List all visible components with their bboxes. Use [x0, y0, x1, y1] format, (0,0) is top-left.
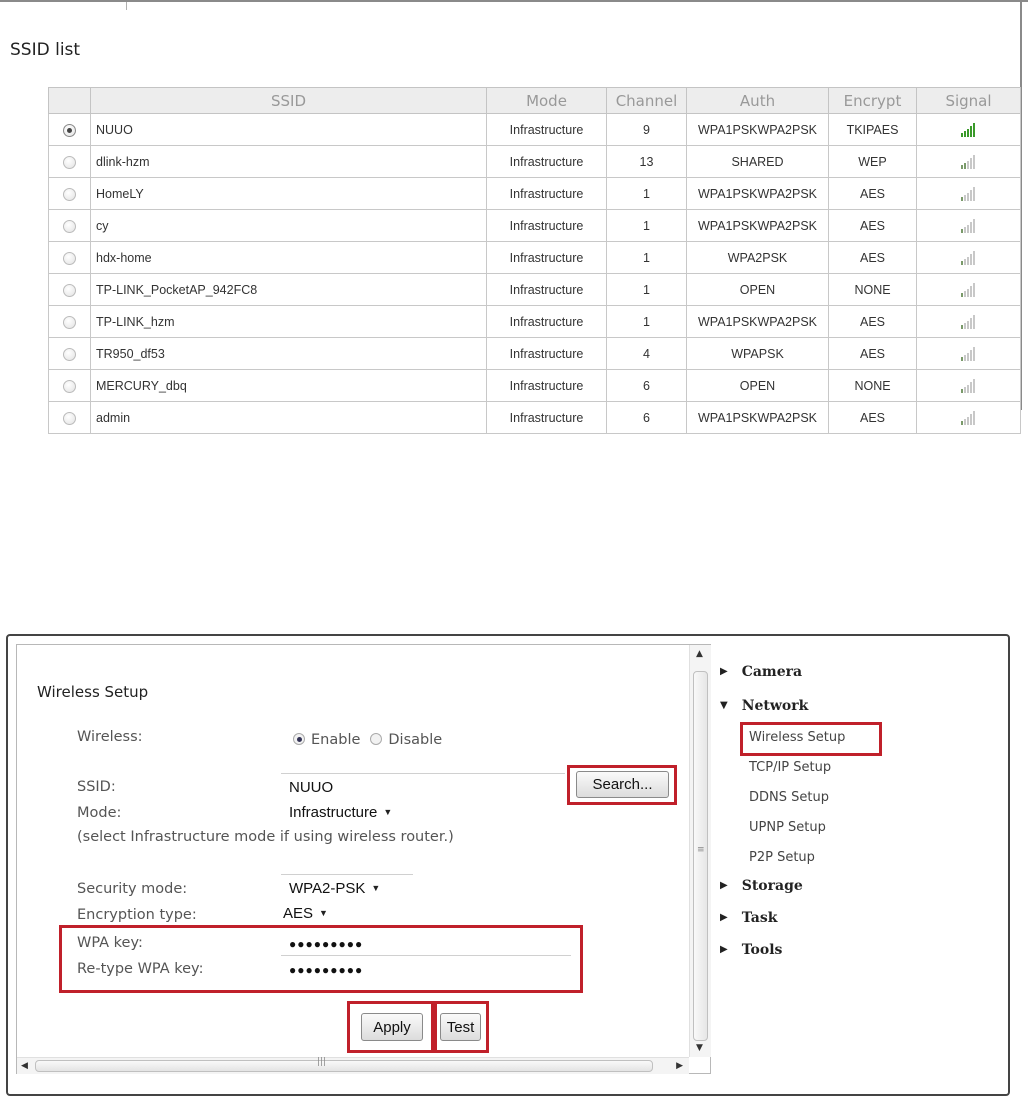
search-button[interactable]: Search... [576, 771, 669, 798]
mode-select[interactable] [289, 804, 392, 821]
signal-bar [970, 222, 972, 233]
table-row[interactable] [49, 210, 1021, 242]
signal-bar [970, 286, 972, 297]
ssid-radio[interactable] [63, 284, 76, 297]
signal-bar [967, 353, 969, 361]
signal-bar [964, 355, 966, 361]
ssid-table [48, 87, 1021, 434]
signal-bar [967, 257, 969, 265]
signal-bar [964, 323, 966, 329]
mode-cell: Infrastructure [487, 210, 607, 242]
nav-group-label: Storage [741, 878, 803, 894]
enable-radio[interactable] [293, 733, 305, 745]
grip-icon: ≡ [697, 845, 705, 855]
column-header-auth[interactable]: Auth [687, 88, 829, 114]
signal-cell [917, 146, 1021, 178]
encryption-type-value: AES [283, 905, 314, 922]
signal-bar [967, 289, 969, 297]
signal-strength-icon [961, 251, 976, 265]
table-row[interactable] [49, 402, 1021, 434]
select-cell [49, 306, 91, 338]
nav-group-label: Tools [741, 942, 783, 958]
signal-bar [973, 283, 975, 297]
mode-cell: Infrastructure [487, 146, 607, 178]
security-mode-label: Security mode: [77, 881, 188, 897]
signal-strength-icon [961, 155, 976, 169]
chevron-down-icon: ▼ [371, 883, 381, 893]
encrypt-cell: AES [829, 338, 917, 370]
ssid-radio[interactable] [63, 380, 76, 393]
encrypt-cell: AES [829, 210, 917, 242]
signal-bar [967, 385, 969, 393]
mode-cell: Infrastructure [487, 114, 607, 146]
signal-bar [970, 318, 972, 329]
signal-bar [964, 387, 966, 393]
triangle-right-icon: ▶ [720, 666, 728, 677]
wpa-key-input[interactable]: ●●●●●●●●● [289, 937, 364, 951]
signal-bar [967, 161, 969, 169]
signal-bar [964, 419, 966, 425]
ssid-radio[interactable] [63, 252, 76, 265]
disable-label[interactable]: Disable [388, 732, 443, 748]
ssid-label: SSID: [77, 779, 116, 795]
mode-label: Mode: [77, 805, 122, 821]
ssid-list-title: SSID list [10, 40, 81, 60]
mode-hint: (select Infrastructure mode if using wireless router.) [77, 829, 454, 845]
table-row[interactable] [49, 114, 1021, 146]
encrypt-cell: WEP [829, 146, 917, 178]
mode-cell: Infrastructure [487, 338, 607, 370]
test-button[interactable]: Test [440, 1013, 481, 1041]
triangle-right-icon: ▶ [720, 944, 728, 955]
auth-cell: WPA1PSKWPA2PSK [687, 402, 829, 434]
wireless-setup-window [6, 634, 1010, 1096]
select-cell [49, 146, 91, 178]
signal-bar [961, 421, 963, 425]
signal-bar [967, 193, 969, 201]
select-cell [49, 338, 91, 370]
signal-bar [967, 225, 969, 233]
ssid-cell: NUUO [91, 114, 487, 146]
signal-bar [970, 158, 972, 169]
scroll-left-icon[interactable]: ◀ [21, 1061, 28, 1071]
nav-item-upnp-setup[interactable]: UPNP Setup [749, 820, 826, 835]
ssid-radio[interactable] [63, 156, 76, 169]
scroll-down-icon[interactable]: ▼ [696, 1043, 703, 1053]
signal-bar [961, 133, 963, 137]
channel-cell: 13 [607, 146, 687, 178]
column-header-signal[interactable]: Signal [917, 88, 1021, 114]
auth-cell: WPA2PSK [687, 242, 829, 274]
select-cell [49, 210, 91, 242]
ssid-radio[interactable] [63, 188, 76, 201]
table-row[interactable] [49, 178, 1021, 210]
table-row[interactable] [49, 370, 1021, 402]
signal-strength-icon [961, 315, 976, 329]
nav-group-label: Task [741, 910, 778, 926]
column-header-select [49, 88, 91, 114]
signal-bar [970, 254, 972, 265]
encrypt-cell: NONE [829, 274, 917, 306]
ssid-radio[interactable] [63, 316, 76, 329]
chevron-down-icon: ▼ [383, 807, 393, 817]
triangle-right-icon: ▶ [720, 912, 728, 923]
horizontal-scrollbar[interactable] [17, 1057, 689, 1074]
signal-cell [917, 210, 1021, 242]
select-cell [49, 178, 91, 210]
field-divider [281, 955, 571, 956]
signal-strength-icon [961, 379, 976, 393]
security-mode-value: WPA2-PSK [289, 880, 366, 897]
signal-bar [973, 411, 975, 425]
signal-bar [964, 131, 966, 137]
encrypt-cell: AES [829, 242, 917, 274]
select-cell [49, 242, 91, 274]
table-row[interactable] [49, 146, 1021, 178]
auth-cell: WPA1PSKWPA2PSK [687, 210, 829, 242]
nav-group-network[interactable] [720, 698, 808, 714]
field-divider [281, 874, 413, 875]
ssid-cell: TP-LINK_PocketAP_942FC8 [91, 274, 487, 306]
channel-cell: 1 [607, 242, 687, 274]
table-row[interactable] [49, 274, 1021, 306]
ssid-cell: cy [91, 210, 487, 242]
signal-bar [964, 195, 966, 201]
security-mode-select[interactable] [289, 880, 380, 897]
ssid-radio[interactable] [63, 124, 76, 137]
channel-cell: 6 [607, 402, 687, 434]
mode-cell: Infrastructure [487, 242, 607, 274]
ssid-cell: hdx-home [91, 242, 487, 274]
signal-strength-icon [961, 219, 976, 233]
channel-cell: 1 [607, 274, 687, 306]
nav-group-label: Network [741, 698, 809, 714]
wpa-key-label: WPA key: [77, 935, 143, 951]
vertical-scrollbar[interactable] [689, 645, 711, 1057]
auth-cell: OPEN [687, 370, 829, 402]
chevron-down-icon: ▼ [319, 908, 328, 918]
encryption-type-select[interactable] [283, 905, 328, 922]
auth-cell: OPEN [687, 274, 829, 306]
signal-cell [917, 338, 1021, 370]
signal-strength-icon [961, 123, 976, 137]
wireless-label: Wireless: [77, 729, 143, 745]
table-header-row [49, 88, 1021, 114]
nav-item-ddns-setup[interactable]: DDNS Setup [749, 790, 829, 805]
auth-cell: WPA1PSKWPA2PSK [687, 178, 829, 210]
signal-bar [970, 126, 972, 137]
signal-bar [964, 227, 966, 233]
signal-cell [917, 242, 1021, 274]
ssid-cell: dlink-hzm [91, 146, 487, 178]
page-title: Wireless Setup [37, 683, 149, 701]
signal-strength-icon [961, 347, 976, 361]
mode-cell: Infrastructure [487, 274, 607, 306]
auth-cell: WPAPSK [687, 338, 829, 370]
column-header-channel[interactable]: Channel [607, 88, 687, 114]
ssid-table-body [49, 114, 1021, 434]
signal-bar [973, 315, 975, 329]
encrypt-cell: NONE [829, 370, 917, 402]
wireless-radio-group [293, 729, 452, 748]
apply-button[interactable]: Apply [361, 1013, 423, 1041]
signal-bar [973, 347, 975, 361]
auth-cell: SHARED [687, 146, 829, 178]
mode-cell: Infrastructure [487, 370, 607, 402]
signal-bar [970, 382, 972, 393]
encrypt-cell: AES [829, 306, 917, 338]
signal-bar [961, 229, 963, 233]
retype-wpa-key-input[interactable]: ●●●●●●●●● [289, 963, 364, 977]
mode-cell: Infrastructure [487, 402, 607, 434]
channel-cell: 1 [607, 178, 687, 210]
signal-cell [917, 402, 1021, 434]
select-cell [49, 402, 91, 434]
triangle-down-icon: ▼ [720, 700, 728, 711]
select-cell [49, 274, 91, 306]
signal-bar [961, 197, 963, 201]
auth-cell: WPA1PSKWPA2PSK [687, 306, 829, 338]
signal-bar [964, 291, 966, 297]
nav-item-wireless-setup[interactable]: Wireless Setup [749, 730, 846, 745]
encrypt-cell: TKIPAES [829, 114, 917, 146]
ssid-cell: HomeLY [91, 178, 487, 210]
disable-radio[interactable] [370, 733, 382, 745]
signal-bar [973, 379, 975, 393]
signal-strength-icon [961, 187, 976, 201]
vertical-scroll-thumb[interactable] [693, 671, 708, 1041]
ssid-input[interactable]: NUUO [289, 779, 334, 796]
horizontal-scroll-thumb[interactable] [35, 1060, 653, 1072]
channel-cell: 9 [607, 114, 687, 146]
ssid-cell: TR950_df53 [91, 338, 487, 370]
signal-bar [964, 163, 966, 169]
column-header-ssid[interactable]: SSID [91, 88, 487, 114]
signal-bar [973, 187, 975, 201]
nav-group-storage[interactable] [720, 878, 803, 894]
table-row[interactable] [49, 306, 1021, 338]
channel-cell: 6 [607, 370, 687, 402]
column-header-mode[interactable]: Mode [487, 88, 607, 114]
signal-cell [917, 114, 1021, 146]
signal-bar [970, 350, 972, 361]
scroll-right-icon[interactable]: ▶ [676, 1061, 683, 1071]
retype-wpa-key-label: Re-type WPA key: [77, 961, 204, 977]
signal-bar [967, 129, 969, 137]
signal-bar [961, 165, 963, 169]
signal-strength-icon [961, 283, 976, 297]
signal-bar [967, 417, 969, 425]
signal-bar [961, 389, 963, 393]
scroll-up-icon[interactable]: ▲ [696, 649, 703, 659]
signal-bar [970, 414, 972, 425]
table-row[interactable] [49, 242, 1021, 274]
encrypt-cell: AES [829, 402, 917, 434]
mode-cell: Infrastructure [487, 178, 607, 210]
column-header-encrypt[interactable]: Encrypt [829, 88, 917, 114]
ssid-radio[interactable] [63, 348, 76, 361]
ssid-cell: MERCURY_dbq [91, 370, 487, 402]
panel-divider [126, 2, 127, 10]
auth-cell: WPA1PSKWPA2PSK [687, 114, 829, 146]
ssid-radio[interactable] [63, 412, 76, 425]
signal-bar [964, 259, 966, 265]
channel-cell: 4 [607, 338, 687, 370]
signal-cell [917, 178, 1021, 210]
nav-group-camera[interactable] [720, 664, 802, 680]
ssid-radio[interactable] [63, 220, 76, 233]
field-divider [281, 773, 565, 774]
signal-bar [961, 261, 963, 265]
signal-cell [917, 370, 1021, 402]
nav-group-tools[interactable] [720, 942, 782, 958]
encrypt-cell: AES [829, 178, 917, 210]
select-cell [49, 114, 91, 146]
channel-cell: 1 [607, 306, 687, 338]
signal-bar [973, 219, 975, 233]
signal-bar [961, 325, 963, 329]
grip-icon: ||| [317, 1057, 327, 1067]
ssid-list-panel [0, 0, 1028, 425]
signal-bar [973, 251, 975, 265]
signal-cell [917, 306, 1021, 338]
ssid-cell: TP-LINK_hzm [91, 306, 487, 338]
triangle-right-icon: ▶ [720, 880, 728, 891]
signal-cell [917, 274, 1021, 306]
signal-bar [961, 293, 963, 297]
select-cell [49, 370, 91, 402]
signal-bar [967, 321, 969, 329]
channel-cell: 1 [607, 210, 687, 242]
signal-bar [970, 190, 972, 201]
ssid-cell: admin [91, 402, 487, 434]
encryption-type-label: Encryption type: [77, 907, 197, 923]
content-frame [16, 644, 711, 1074]
nav-group-label: Camera [741, 664, 803, 680]
signal-bar [961, 357, 963, 361]
table-row[interactable] [49, 338, 1021, 370]
enable-label[interactable]: Enable [311, 732, 361, 748]
nav-item-tcpip-setup[interactable]: TCP/IP Setup [749, 760, 832, 775]
signal-strength-icon [961, 411, 976, 425]
nav-group-task[interactable] [720, 910, 777, 926]
nav-item-p2p-setup[interactable]: P2P Setup [749, 850, 815, 865]
signal-bar [973, 155, 975, 169]
mode-select-value: Infrastructure [289, 804, 378, 821]
mode-cell: Infrastructure [487, 306, 607, 338]
signal-bar [973, 123, 975, 137]
